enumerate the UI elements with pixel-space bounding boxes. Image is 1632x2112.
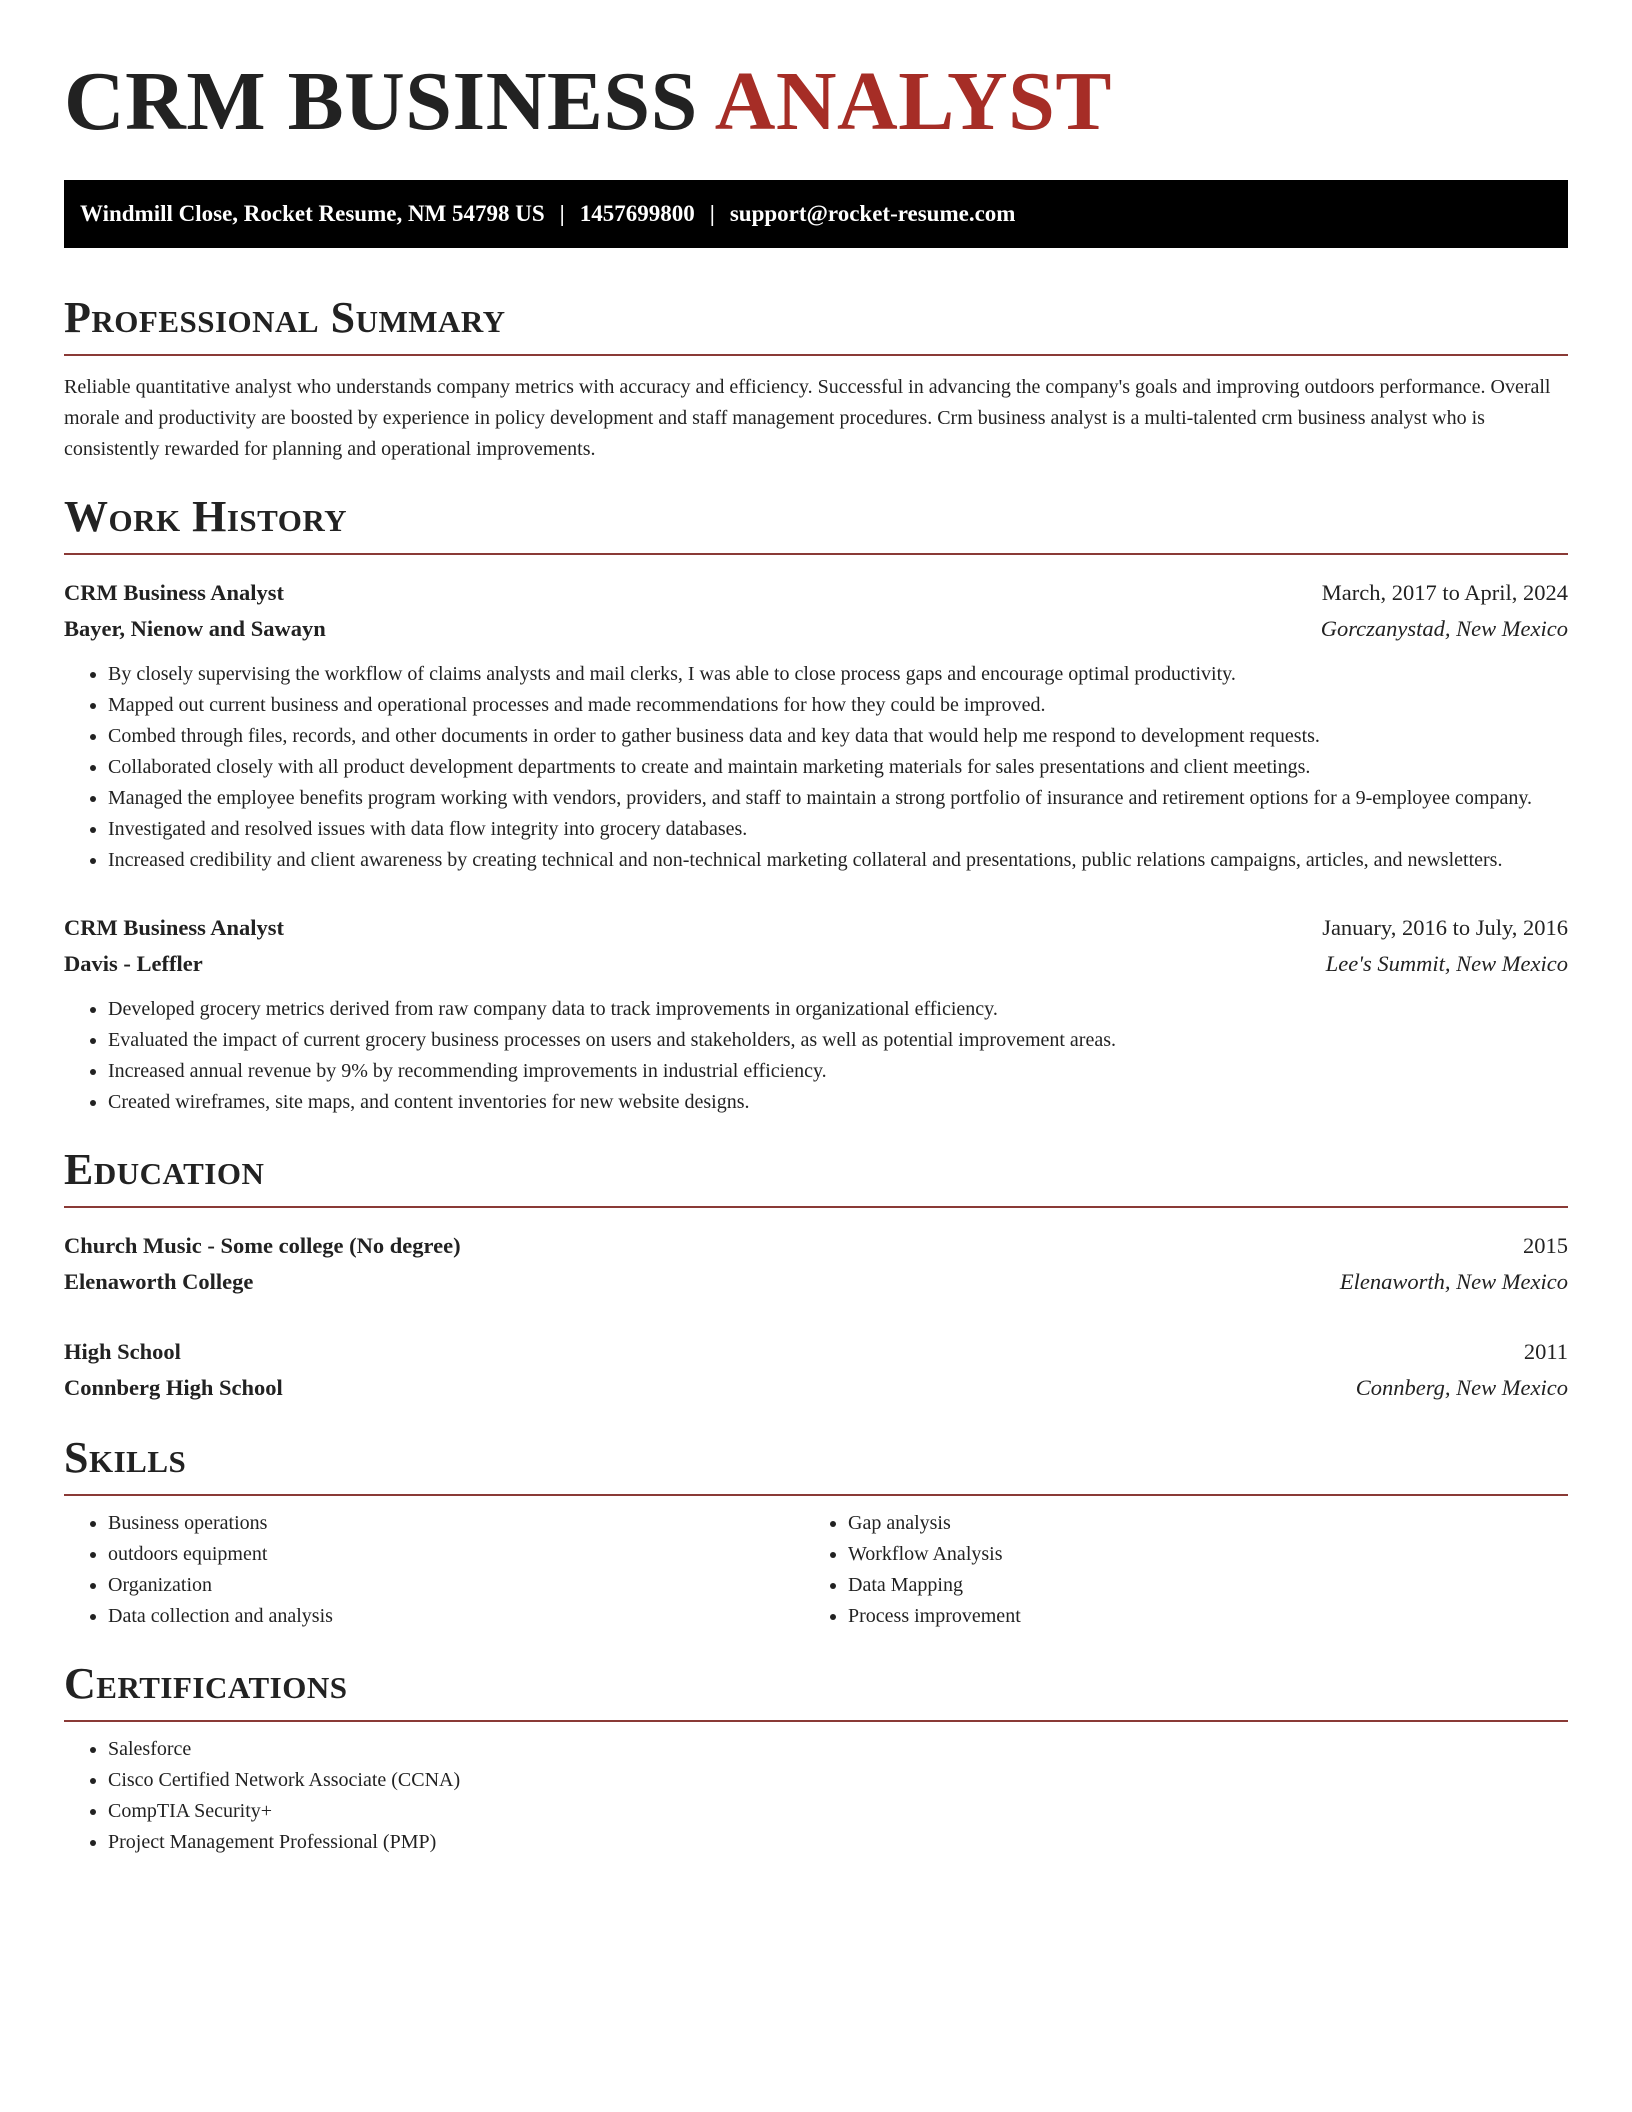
- skills-list-left: [64, 1508, 804, 1632]
- education-school: Elenaworth College: [64, 1269, 254, 1294]
- job-bullet: • Increased annual revenue by 9% by recommending improvements in industrial efficiency.: [108, 1056, 1568, 1087]
- job-title-row: [64, 910, 1568, 946]
- education-entry: [64, 1228, 1568, 1300]
- skill-item: • Data collection and analysis: [108, 1601, 804, 1632]
- job-company: Bayer, Nienow and Sawayn: [64, 616, 326, 641]
- contact-phone: 1457699800: [579, 201, 695, 226]
- education-school: Connberg High School: [64, 1375, 283, 1400]
- title-accent: ANALYST: [714, 55, 1112, 148]
- contact-bar: [64, 180, 1568, 248]
- job-bullets: [64, 994, 1568, 1118]
- certification-item: • Cisco Certified Network Associate (CCNA): [108, 1765, 1568, 1796]
- skill-item: • Organization: [108, 1570, 804, 1601]
- job-location: Gorczanystad, New Mexico: [1320, 616, 1568, 641]
- job-entry: [64, 575, 1568, 876]
- education-school-row: [64, 1264, 1568, 1300]
- job-title: CRM Business Analyst: [64, 580, 285, 605]
- skill-item: • Process improvement: [848, 1601, 1544, 1632]
- skill-item: • Business operations: [108, 1508, 804, 1539]
- certifications-heading: Certifications: [64, 1656, 1568, 1722]
- contact-address: Windmill Close, Rocket Resume, NM 54798 US: [80, 201, 545, 226]
- skills-heading: Skills: [64, 1430, 1568, 1496]
- contact-email: support@rocket-resume.com: [729, 201, 1016, 226]
- job-bullets: [64, 659, 1568, 876]
- job-bullet: • Created wireframes, site maps, and content inventories for new website designs.: [108, 1087, 1568, 1118]
- job-title: CRM Business Analyst: [64, 915, 285, 940]
- skill-item: • Gap analysis: [848, 1508, 1544, 1539]
- job-bullet: • Increased credibility and client awareness by creating technical and non-technical marketing collateral and presentations, public relations campaigns, articles, and newsletters.: [108, 845, 1568, 876]
- education-degree-row: [64, 1334, 1568, 1370]
- resume-page: [64, 0, 1568, 1858]
- job-company: Davis - Leffler: [64, 951, 203, 976]
- certification-item: • CompTIA Security+: [108, 1796, 1568, 1827]
- contact-separator: |: [709, 201, 715, 226]
- resume-title: [64, 0, 1568, 146]
- job-company-row: [64, 611, 1568, 647]
- education-year: 2015: [1523, 1233, 1568, 1258]
- job-bullet: • Mapped out current business and operational processes and made recommendations for how they could be improved.: [108, 690, 1568, 721]
- job-dates: March, 2017 to April, 2024: [1321, 580, 1568, 605]
- job-company-row: [64, 946, 1568, 982]
- education-degree-row: [64, 1228, 1568, 1264]
- education-school-row: [64, 1370, 1568, 1406]
- job-title-row: [64, 575, 1568, 611]
- job-bullet: • Investigated and resolved issues with data flow integrity into grocery databases.: [108, 814, 1568, 845]
- skills-list-right: [804, 1508, 1544, 1632]
- skill-item: • Data Mapping: [848, 1570, 1544, 1601]
- education-year: 2011: [1523, 1339, 1568, 1364]
- certification-item: • Salesforce: [108, 1734, 1568, 1765]
- skill-item: • Workflow Analysis: [848, 1539, 1544, 1570]
- skill-item: • outdoors equipment: [108, 1539, 804, 1570]
- job-dates: January, 2016 to July, 2016: [1322, 915, 1568, 940]
- education-entry: [64, 1334, 1568, 1406]
- job-location: Lee's Summit, New Mexico: [1325, 951, 1568, 976]
- education-heading: Education: [64, 1142, 1568, 1208]
- certification-item: • Project Management Professional (PMP): [108, 1827, 1568, 1858]
- education-degree: Church Music - Some college (No degree): [64, 1233, 461, 1258]
- work-history-heading: Work History: [64, 489, 1568, 555]
- job-entry: [64, 910, 1568, 1118]
- certifications-list: [64, 1734, 1568, 1858]
- skills-grid: [64, 1508, 1568, 1632]
- title-main: CRM BUSINESS: [64, 55, 698, 148]
- summary-text: Reliable quantitative analyst who understands company metrics with accuracy and efficiency. Successful in advancing the company's goals and improving outdoors performance. Overall morale and productivity are boosted by experience in policy development and staff management procedures. Crm business analyst is a multi-talented crm business analyst who is consistently rewarded for planning and operational improvements.: [64, 376, 1551, 460]
- education-location: Elenaworth, New Mexico: [1339, 1269, 1568, 1294]
- contact-separator: |: [559, 201, 565, 226]
- job-bullet: • Managed the employee benefits program working with vendors, providers, and staff to maintain a strong portfolio of insurance and retirement options for a 9-employee company.: [108, 783, 1568, 814]
- job-bullet: • Evaluated the impact of current grocery business processes on users and stakeholders, as well as potential improvement areas.: [108, 1025, 1568, 1056]
- job-bullet: • Collaborated closely with all product development departments to create and maintain marketing materials for sales presentations and client meetings.: [108, 752, 1568, 783]
- job-bullet: • By closely supervising the workflow of claims analysts and mail clerks, I was able to close process gaps and encourage optimal productivity.: [108, 659, 1568, 690]
- education-degree: High School: [64, 1339, 181, 1364]
- job-bullet: • Developed grocery metrics derived from raw company data to track improvements in organizational efficiency.: [108, 994, 1568, 1025]
- education-location: Connberg, New Mexico: [1355, 1375, 1568, 1400]
- summary-heading: Professional Summary: [64, 290, 1568, 356]
- job-bullet: • Combed through files, records, and other documents in order to gather business data and key data that would help me respond to development requests.: [108, 721, 1568, 752]
